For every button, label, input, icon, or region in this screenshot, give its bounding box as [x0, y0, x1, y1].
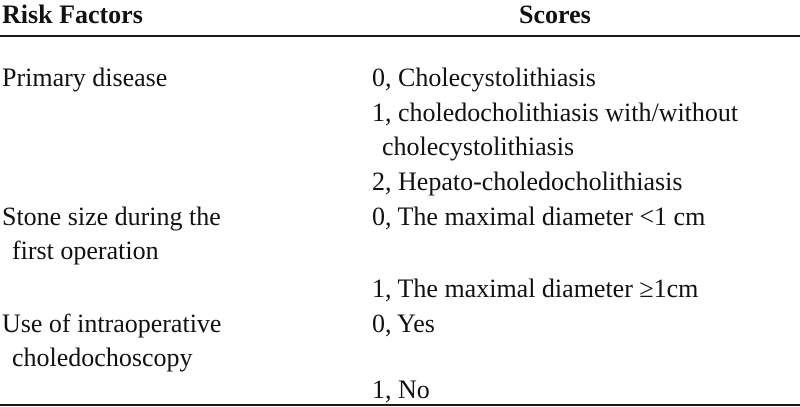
score-primary-disease-0: 0, Cholecystolithiasis [372, 63, 596, 92]
score-choledochoscopy-1: 1, No [372, 375, 430, 404]
score-stone-size-0: 0, The maximal diameter <1 cm [372, 202, 706, 231]
factor-stone-size-cont: first operation [12, 236, 159, 265]
header-scores: Scores [519, 0, 591, 29]
score-primary-disease-1: 1, choledocholithiasis with/without [372, 98, 739, 127]
header-rule [0, 35, 800, 37]
factor-primary-disease: Primary disease [2, 63, 168, 92]
score-choledochoscopy-0: 0, Yes [372, 309, 435, 338]
header-risk-factors: Risk Factors [2, 0, 143, 29]
score-primary-disease-2: 2, Hepato-choledocholithiasis [372, 167, 683, 196]
score-stone-size-1: 1, The maximal diameter ≥1cm [372, 274, 699, 303]
factor-stone-size: Stone size during the [2, 202, 221, 231]
score-primary-disease-1-cont: cholecystolithiasis [382, 132, 575, 161]
factor-choledochoscopy: Use of intraoperative [2, 309, 222, 338]
factor-choledochoscopy-cont: choledochoscopy [12, 343, 193, 372]
